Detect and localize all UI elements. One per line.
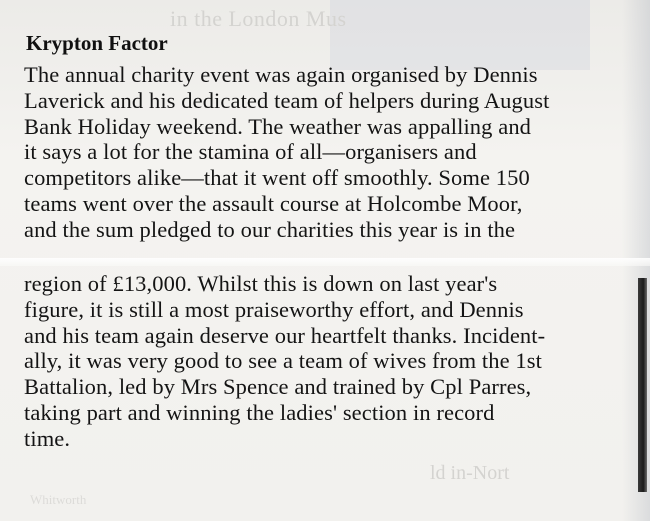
text-line: taking part and winning the ladies' section in record [24, 399, 495, 425]
show-through-text-top: in the London Mus [170, 6, 347, 31]
text-line: and the sum pledged to our charities this year is in the [24, 216, 516, 242]
scan-seam [0, 258, 650, 266]
text-line: Laverick and his dedicated team of helpers during August [24, 87, 550, 113]
article-part-1 [24, 30, 640, 243]
text-line: Battalion, led by Mrs Spence and trained by Cpl Parres, [24, 374, 532, 400]
text-line: teams went over the assault course at Holcombe Moor, [24, 190, 523, 216]
text-line: figure, it is still a most praiseworthy effort, and Dennis [24, 296, 524, 322]
text-line: it says a lot for the stamina of all—organisers and [24, 139, 477, 165]
article-part-2 [24, 271, 640, 452]
text-line: competitors alike—that it went off smoothly. Some 150 [24, 165, 530, 191]
text-line: time. [24, 425, 71, 451]
text-line: The annual charity event was again organised by Dennis [24, 62, 538, 87]
show-through-text-bottom: ld in-Nort [430, 462, 510, 484]
article-heading: Krypton Factor [26, 31, 168, 55]
text-line: and his team again deserve our heartfelt thanks. Incident- [24, 322, 546, 348]
text-line: region of £13,000. Whilst this is down on last year's [24, 271, 498, 296]
show-through-text-bottom-left: Whitworth [30, 492, 87, 507]
text-line: Bank Holiday weekend. The weather was appalling and [24, 113, 532, 139]
text-line: ally, it was very good to see a team of wives from the 1st [24, 348, 542, 374]
